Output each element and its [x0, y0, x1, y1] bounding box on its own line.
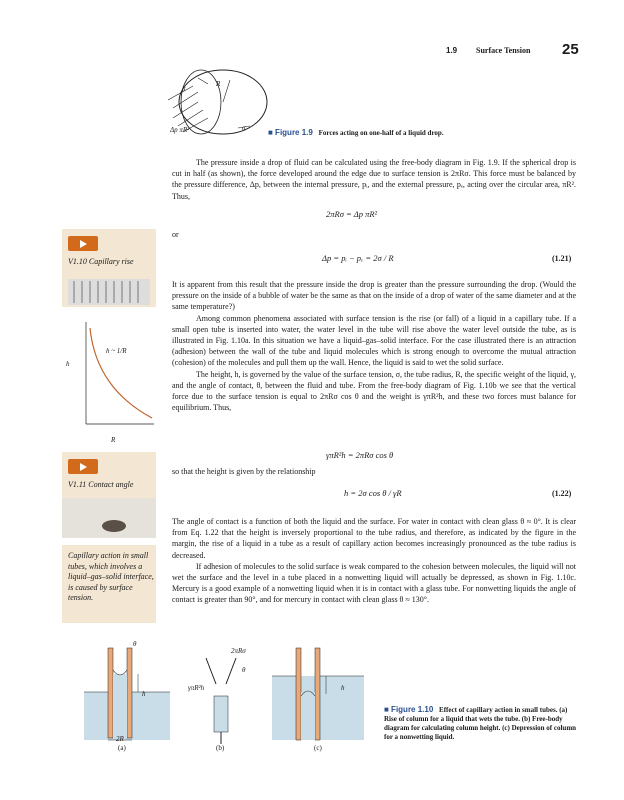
section-title: Surface Tension — [476, 46, 531, 55]
equation-1-22-number: (1.22) — [552, 489, 572, 498]
fig19-caption-number: ■ Figure 1.9 — [268, 128, 313, 137]
equation-2: γπR²h = 2πRσ cos θ — [326, 450, 394, 460]
graph-R-label: R — [111, 436, 116, 444]
fig19-sigma-right: σ — [242, 124, 246, 132]
paragraph-2: It is apparent from this result that the pressure inside the drop is greater than the pressure surrounding the drop. (Would the pressure on the inside of a bubble of water be the same as that on the inside of a drop of water of the same diameter and at the same temperature?) Among common phenomena associated with surface tension is the rise (or fall) of a liquid in a capillary tube. If a small open tube is inserted into water, the water level in the tube will rise above the water level outside the tube, as is illustrated in Fig. 1.10a. In this situation we have a liquid–gas–solid interface. For the case illustrated there is an attraction (adhesion) between the wall of the tube and liquid molecules which is strong enough to overcome the mutual attraction (cohesion) of the molecules and pull them up the wall. Hence, the liquid is said to wet the solid surface. The height, h, is governed by the value of the surface tension, σ, the tube radius, R, the specific weight of the liquid, γ, and the angle of contact, θ, between the fluid and tube. From the free-body diagram of Fig. 1.10b we see that the vertical force due to the surface tension is equal to 2πRσ cos θ and the weight is γπR²h, and these two forces must balance for equilibrium. Thus, — [172, 280, 576, 413]
fig110a-h: h — [142, 690, 146, 698]
video-title-capillary-rise: V1.10 Capillary rise — [68, 257, 134, 266]
paragraph-1: The pressure inside a drop of fluid can be calculated using the free-body diagram in Fig. 1.9. If the spherical drop is cut in half (as shown), the force developed around the edge due to surface tension is 2πRσ. This force must be balanced by the pressure difference, Δp, between the internal pressure, pᵢ, and the external pressure, pₑ, acting over the circular area, πR². Thus, — [172, 158, 576, 201]
fig19-caption-text: Forces acting on one-half of a liquid drop. — [318, 129, 444, 137]
graph-h-label: h — [66, 360, 70, 368]
fig110-caption-text: Effect of capillary action in small tubes. (a) Rise of column for a liquid that wets the tube. (b) Free-body diagram for calculating column height. (c) Depression of column for a nonwetting liquid. — [384, 706, 577, 741]
equation-1-21-number: (1.21) — [552, 254, 572, 263]
section-number: 1.9 — [446, 46, 458, 55]
fig19-pressure-label: Δp πR² — [170, 126, 190, 134]
video-box-contact-angle[interactable] — [62, 452, 156, 538]
margin-note-box — [62, 545, 156, 623]
fig110-caption-number: ■ Figure 1.10 — [384, 705, 434, 714]
video-box-capillary-rise[interactable] — [62, 229, 156, 307]
play-icon[interactable] — [68, 236, 98, 251]
radius-line — [223, 80, 230, 102]
equation-1-21: Δp = pᵢ − pₑ = 2σ / R — [322, 253, 394, 263]
play-icon[interactable] — [68, 459, 98, 474]
capillary-tubes-thumbnail — [68, 279, 150, 305]
fig110c-label: (c) — [314, 744, 322, 752]
fig110b-theta: θ — [242, 666, 246, 674]
fig110b-force: 2πRσ — [231, 647, 246, 655]
tension-arrows — [198, 78, 250, 128]
video-title-contact-angle: V1.11 Contact angle — [68, 480, 134, 489]
fig110b-weight: γπR²h — [188, 684, 205, 692]
page-number: 25 — [562, 41, 579, 58]
height-vs-radius-graph — [66, 318, 158, 442]
fig110a-theta: θ — [133, 640, 137, 648]
graph-curve — [90, 328, 152, 418]
figure-1-9-caption — [268, 128, 444, 138]
fig110a-label: (a) — [118, 744, 126, 752]
or-text: or — [172, 230, 179, 239]
fig19-sigma-top: σ — [182, 85, 186, 93]
fig110b-label: (b) — [216, 744, 225, 752]
margin-note-text: Capillary action in small tubes, which involves a liquid–gas–solid interface, is caused by surface tension. — [68, 551, 154, 602]
fig110-panel-b — [206, 658, 236, 744]
fig19-radius-label: R — [216, 80, 221, 88]
figure-1-10-caption — [384, 705, 578, 742]
equation-1-22: h = 2σ cos θ / γR — [344, 488, 402, 498]
paragraph-6: The angle of contact is a function of both the liquid and the surface. For water in contact with clean glass θ ≈ 0°. It is clear from Eq. 1.22 that the height is inversely proportional to the tube radius, and therefore, as indicated by the figure in the margin, the rise of a liquid in a tube as a result of capillary action becomes increasingly pronounced as the tube radius is decreased. If adhesion of molecules to the solid surface is weak compared to the cohesion between molecules, the liquid will not wet the surface and the level in a tube placed in a nonwetting liquid will actually be depressed, as shown in Fig. 1.10c. Mercury is a good example of a nonwetting liquid when it is in contact with a glass tube. For nonwetting liquids the angle of contact is greater than 90°, and for mercury in contact with clean glass θ ≈ 130°. — [172, 517, 576, 605]
fig110a-2R: 2R — [116, 735, 124, 743]
equation-1: 2πRσ = Δp πR² — [326, 209, 378, 219]
droplet-thumbnail — [62, 498, 156, 538]
graph-equation: h ~ 1/R — [106, 347, 127, 355]
fig110c-h: h — [341, 684, 345, 692]
paragraph-5: so that the height is given by the relationship — [172, 467, 316, 476]
fig110-panel-c — [272, 648, 364, 740]
fig110-panel-a — [84, 648, 170, 740]
